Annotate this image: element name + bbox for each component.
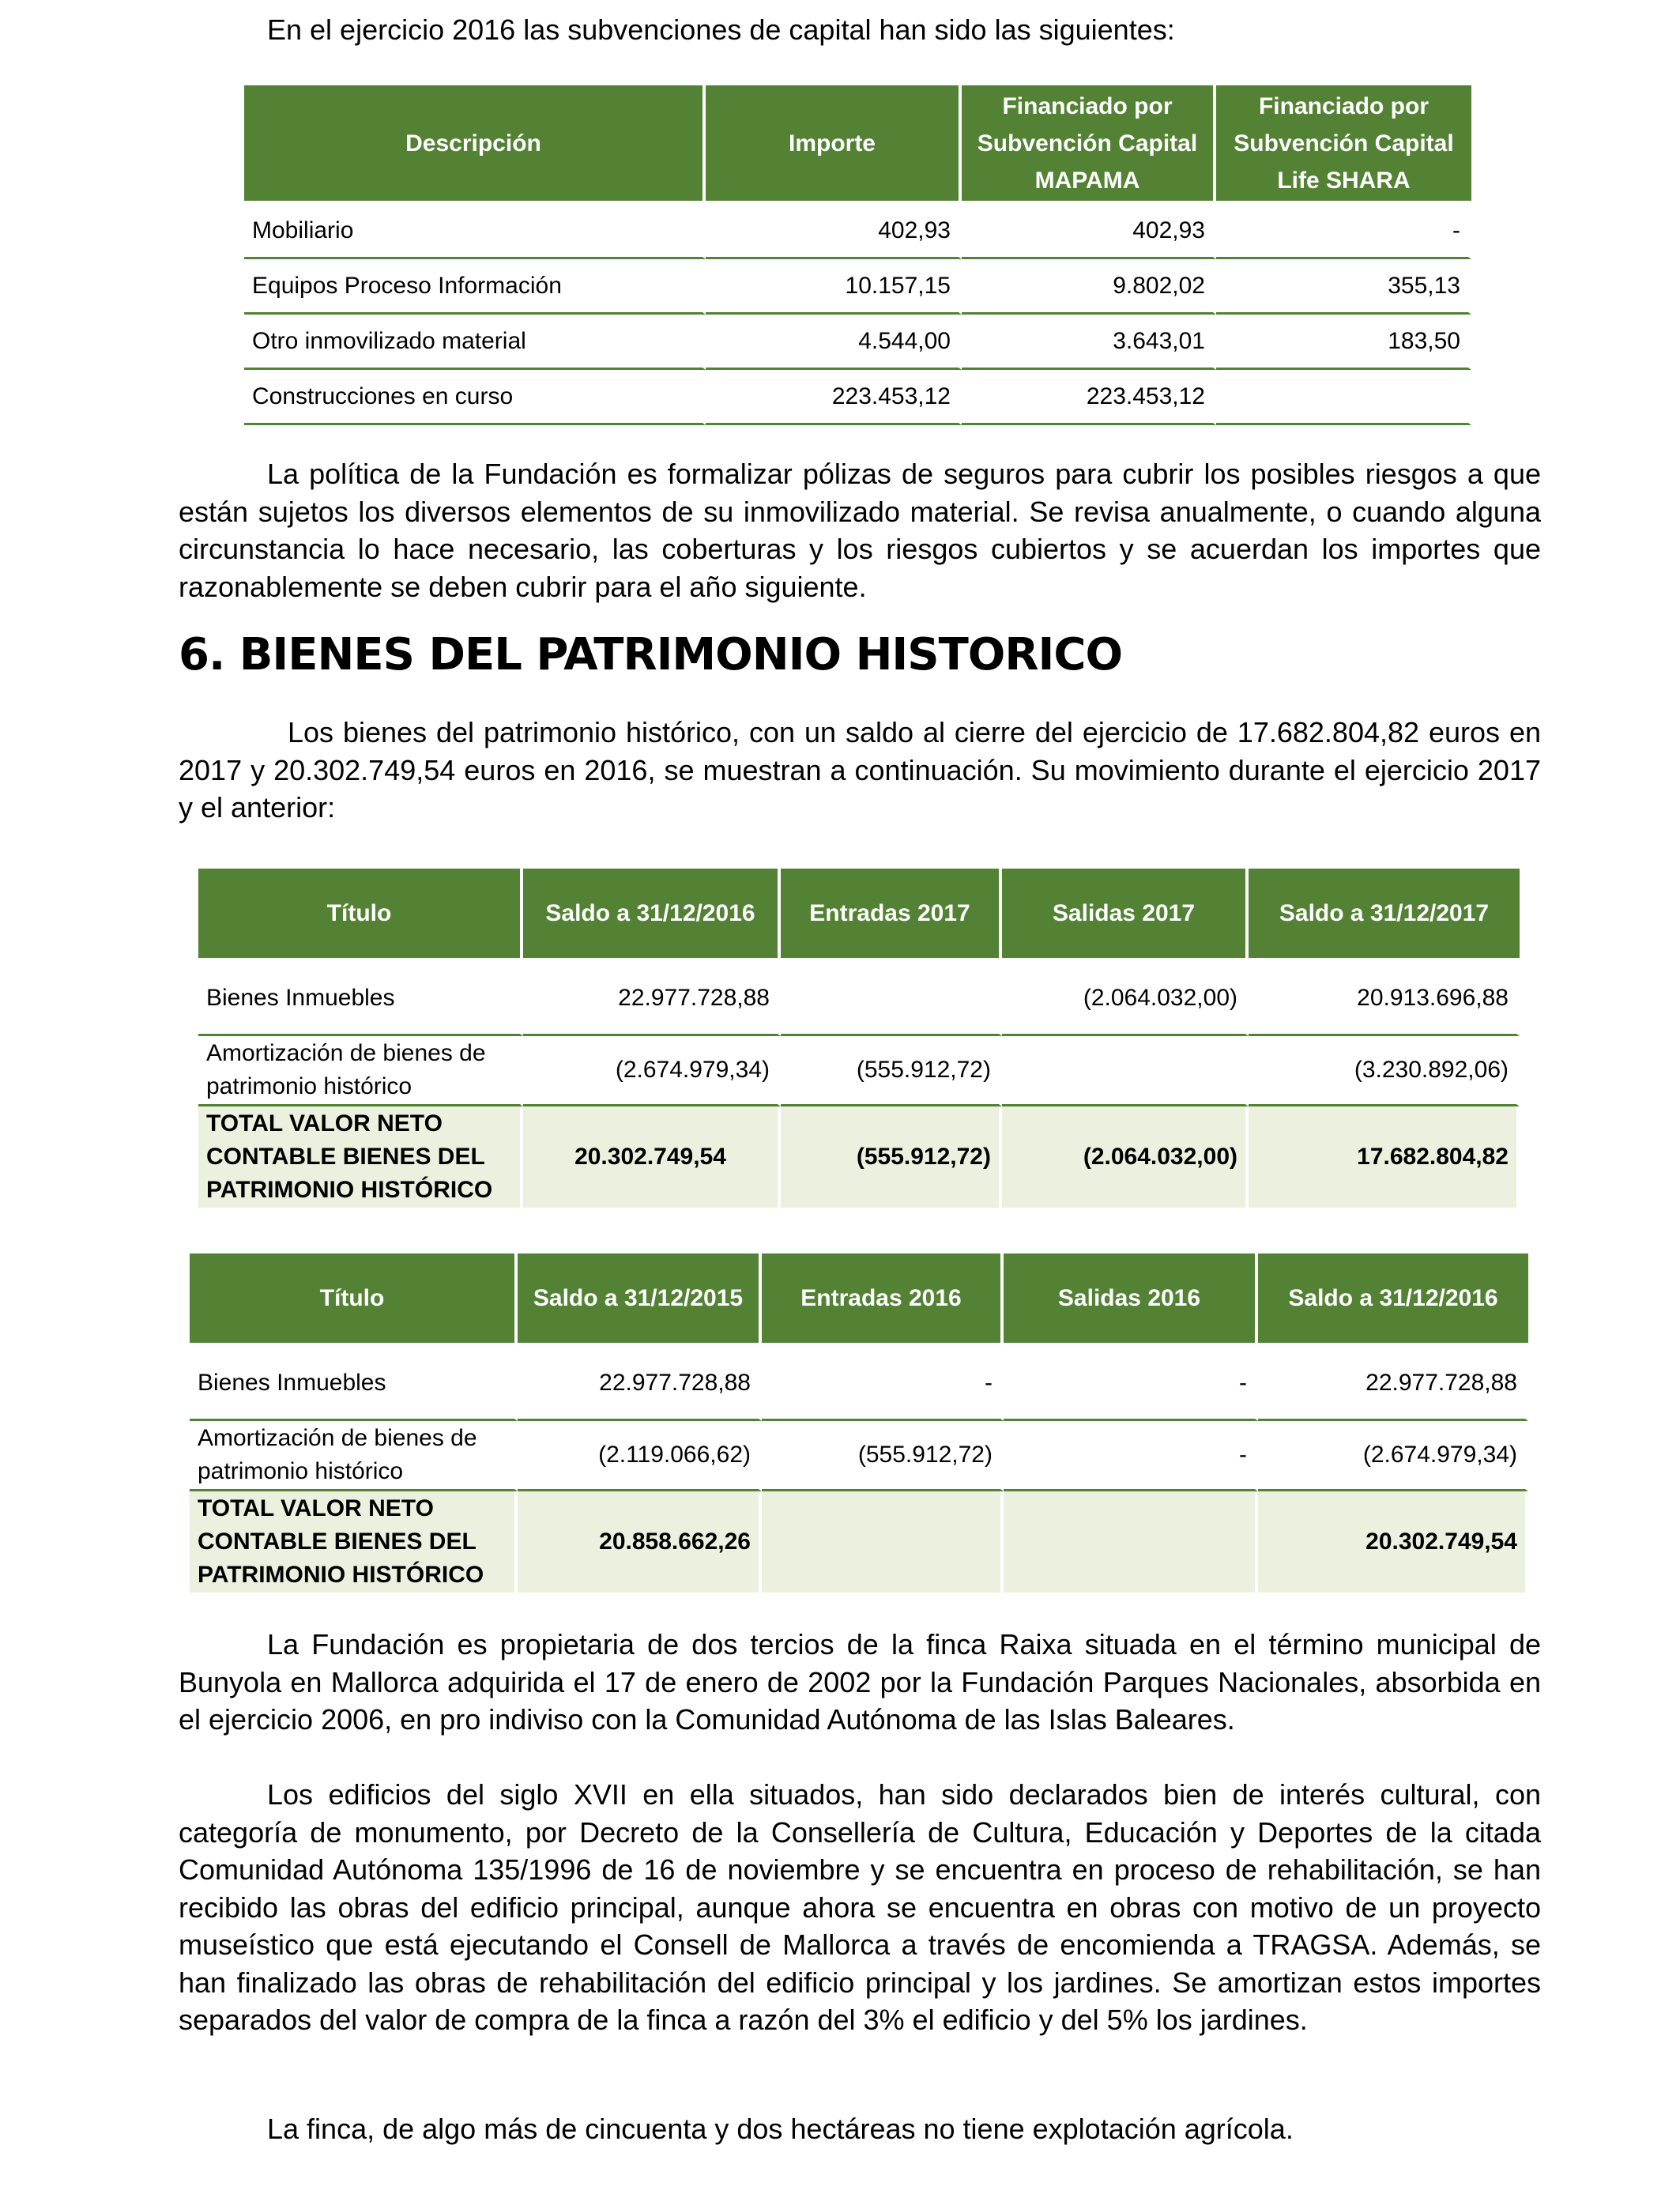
table-cell: Otro inmovilizado material	[244, 315, 706, 370]
table-row	[244, 370, 1471, 425]
col-header: Financiado por Subvención Capital MAPAMA	[962, 85, 1216, 204]
total-row	[190, 1491, 1528, 1593]
table-cell: 223.453,12	[706, 370, 962, 425]
table-row	[244, 259, 1471, 315]
table-cell: (555.912,72)	[781, 1036, 1002, 1106]
col-header: Descripción	[244, 85, 706, 204]
table-row	[198, 1036, 1520, 1106]
intro-text: En el ejercicio 2016 las subvenciones de capital han sido las siguientes:	[267, 13, 1175, 46]
table-cell: 20.858.662,26	[518, 1491, 762, 1593]
table-cell: 17.682.804,82	[1249, 1106, 1520, 1208]
insurance-paragraph: La política de la Fundación es formalizar pólizas de seguros para cubrir los posibles riesgos a que están sujetos los diversos elementos de su inmovilizado material. Se revisa anualmente, o cuando alguna circunstancia lo hace necesario, las coberturas y los riesgos cubiertos y se acuerdan los importes que razonablemente se deben cubrir para el año siguiente.	[179, 458, 1541, 603]
col-header: Importe	[706, 85, 962, 204]
col-header: Saldo a 31/12/2017	[1249, 869, 1520, 963]
table-cell: -	[1004, 1421, 1258, 1491]
buildings-paragraph: Los edificios del siglo XVII en ella situados, han sido declarados bien de interés cultural, con categoría de monumento, por Decreto de la Consellería de Cultura, Educación y Deportes de la citada Comunidad Autónoma 135/1996 de 16 de noviembre y se encuentra en proceso de rehabilitación, se han recibido las obras del edificio principal, aunque ahora se encuentra en obras con motivo de un proyecto museístico que está ejecutando el Consell de Mallorca a través de encomienda a TRAGSA. Además, se han finalizado las obras de rehabilitación del edificio principal y los jardines. Se amortizan estos importes separados del valor de compra de la finca a razón del 3% el edificio y del 5% los jardines.	[179, 1778, 1541, 2036]
table-cell: (555.912,72)	[762, 1421, 1004, 1491]
patrimony-2016-table	[190, 1253, 1528, 1593]
table-cell: Bienes Inmuebles	[190, 1348, 518, 1421]
table-row	[190, 1421, 1528, 1491]
table-cell: 10.157,15	[706, 259, 962, 315]
table-cell: 355,13	[1216, 259, 1471, 315]
table-cell	[762, 1491, 1004, 1593]
col-header: Salidas 2017	[1002, 869, 1249, 963]
table-row	[244, 315, 1471, 370]
table-cell: (2.064.032,00)	[1002, 963, 1249, 1036]
table-cell: (2.119.066,62)	[518, 1421, 762, 1491]
table-cell: (2.064.032,00)	[1002, 1106, 1249, 1208]
table-cell: 402,93	[962, 204, 1216, 259]
col-header: Financiado por Subvención Capital Life SHARA	[1216, 85, 1471, 204]
section-heading: 6. BIENES DEL PATRIMONIO HISTORICO	[179, 629, 1123, 680]
col-header: Entradas 2016	[762, 1253, 1004, 1348]
table-cell: 4.544,00	[706, 315, 962, 370]
capital-subsidies-table	[244, 85, 1471, 425]
table-cell	[1002, 1036, 1249, 1106]
table-cell: (2.674.979,34)	[523, 1036, 781, 1106]
table-cell: 20.302.749,54	[523, 1106, 781, 1208]
table-cell: 20.302.749,54	[1258, 1491, 1528, 1593]
table-row	[244, 204, 1471, 259]
finca-paragraph: La finca, de algo más de cincuenta y dos hectáreas no tiene explotación agrícola.	[267, 2113, 1294, 2145]
col-header: Saldo a 31/12/2016	[1258, 1253, 1528, 1348]
patrimony-2017-table	[198, 869, 1520, 1208]
table-cell	[781, 963, 1002, 1036]
table-cell: TOTAL VALOR NETO CONTABLE BIENES DEL PATRIMONIO HISTÓRICO	[198, 1106, 523, 1208]
total-row	[198, 1106, 1520, 1208]
table-cell: -	[762, 1348, 1004, 1421]
table-cell: 22.977.728,88	[523, 963, 781, 1036]
table-cell: Bienes Inmuebles	[198, 963, 523, 1036]
raixa-paragraph: La Fundación es propietaria de dos tercios de la finca Raixa situada en el término municipal de Bunyola en Mallorca adquirida el 17 de enero de 2002 por la Fundación Parques Nacionales, absorbida en el ejercicio 2006, en pro indiviso con la Comunidad Autónoma de las Islas Baleares.	[179, 1628, 1541, 1736]
table-cell: 3.643,01	[962, 315, 1216, 370]
table-cell: 22.977.728,88	[518, 1348, 762, 1421]
table-cell: Equipos Proceso Información	[244, 259, 706, 315]
table-cell: 22.977.728,88	[1258, 1348, 1528, 1421]
table-cell: Amortización de bienes de patrimonio histórico	[190, 1421, 518, 1491]
col-header: Saldo a 31/12/2015	[518, 1253, 762, 1348]
table-cell: -	[1004, 1348, 1258, 1421]
table-cell: 20.913.696,88	[1249, 963, 1520, 1036]
table-cell: 9.802,02	[962, 259, 1216, 315]
col-header: Saldo a 31/12/2016	[523, 869, 781, 963]
col-header: Título	[190, 1253, 518, 1348]
table-cell	[1004, 1491, 1258, 1593]
table-cell: (555.912,72)	[781, 1106, 1002, 1208]
table-cell: -	[1216, 204, 1471, 259]
table-cell: 183,50	[1216, 315, 1471, 370]
table-row	[190, 1348, 1528, 1421]
table-cell: 223.453,12	[962, 370, 1216, 425]
patrimony-intro-paragraph: Los bienes del patrimonio histórico, con un saldo al cierre del ejercicio de 17.682.804,82 euros en 2017 y 20.302.749,54 euros en 2016, se muestran a continuación. Su movimiento durante el ejercicio 2017 y el anterior:	[179, 716, 1541, 824]
table-cell	[1216, 370, 1471, 425]
col-header: Salidas 2016	[1004, 1253, 1258, 1348]
table-cell: (2.674.979,34)	[1258, 1421, 1528, 1491]
table-cell: TOTAL VALOR NETO CONTABLE BIENES DEL PATRIMONIO HISTÓRICO	[190, 1491, 518, 1593]
table-row	[198, 963, 1520, 1036]
table-cell: Amortización de bienes de patrimonio histórico	[198, 1036, 523, 1106]
table-cell: Mobiliario	[244, 204, 706, 259]
col-header: Título	[198, 869, 523, 963]
table-cell: 402,93	[706, 204, 962, 259]
col-header: Entradas 2017	[781, 869, 1002, 963]
table-cell: Construcciones en curso	[244, 370, 706, 425]
table-cell: (3.230.892,06)	[1249, 1036, 1520, 1106]
